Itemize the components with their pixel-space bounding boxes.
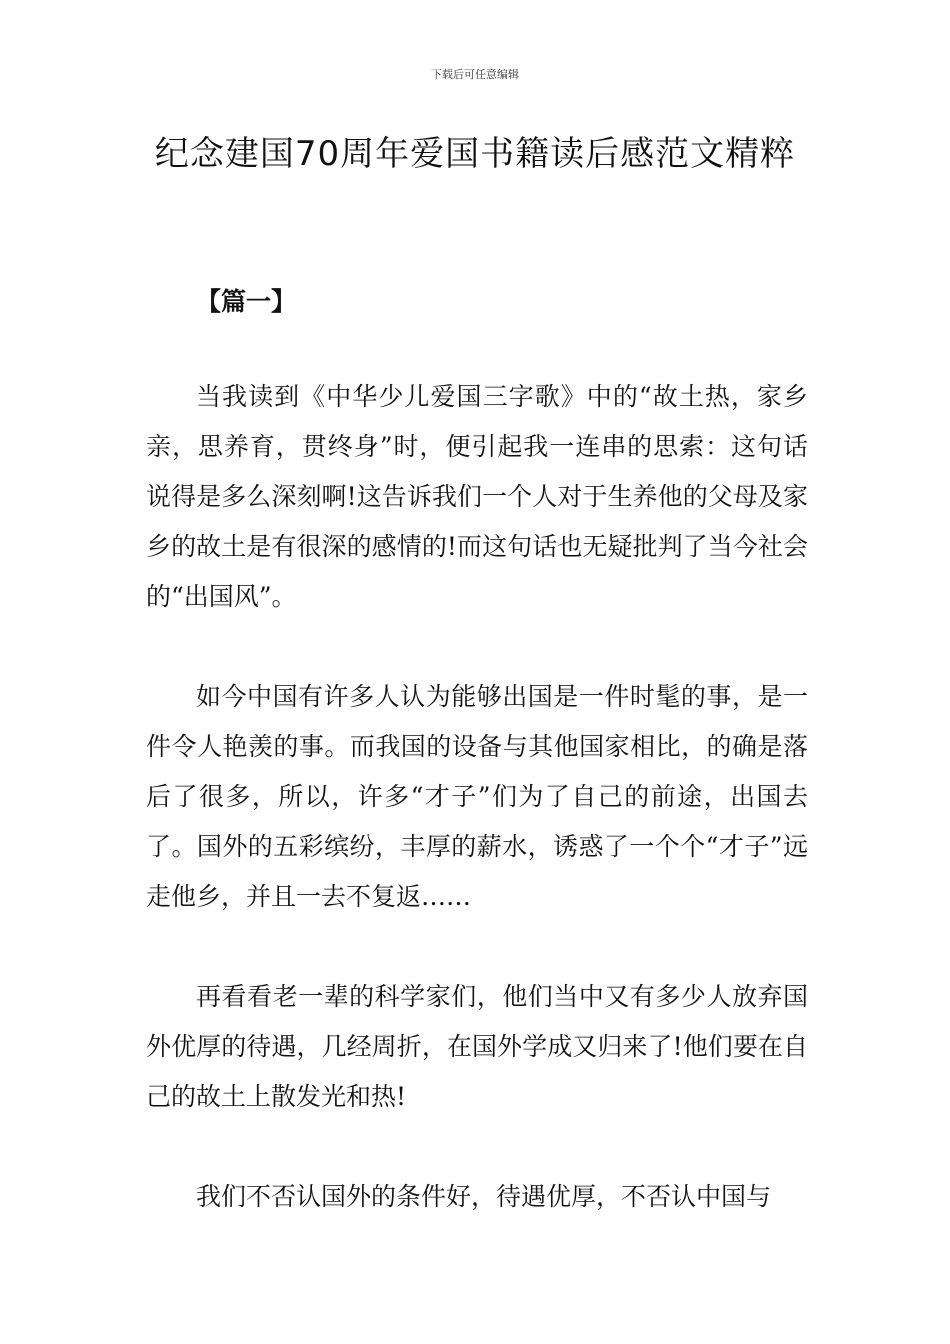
document-title: 纪念建国70周年爱国书籍读后感范文精粹 — [154, 134, 796, 174]
header-note: 下载后可任意编辑 — [431, 68, 519, 81]
paragraph-2: 如今中国有许多人认为能够出国是一件时髦的事，是一件令人艳羡的事。而我国的设备与其他国家相比，的确是落后了很多，所以，许多“才子”们为了自己的前途，出国去了。国外的五彩缤纷，丰厚的薪水，诱惑了一个个“才子”远走他乡，并且一去不复返…… — [146, 682, 808, 911]
paragraph-1: 当我读到《中华少儿爱国三字歌》中的“故土热，家乡亲，思养育，贯终身”时，便引起我一连串的思索：这句话说得是多么深刻啊!这告诉我们一个人对于生养他的父母及家乡的故土是有很深的感情的!而这句话也无疑批判了当今社会的“出国风”。 — [146, 382, 808, 611]
paragraph-3: 再看看老一辈的科学家们，他们当中又有多少人放弃国外优厚的待遇，几经周折，在国外学成又归来了!他们要在自己的故土上散发光和热! — [146, 982, 808, 1111]
section-heading: 【篇一】 — [196, 287, 297, 316]
paragraph-4: 我们不否认国外的条件好，待遇优厚，不否认中国与 — [196, 1182, 772, 1211]
